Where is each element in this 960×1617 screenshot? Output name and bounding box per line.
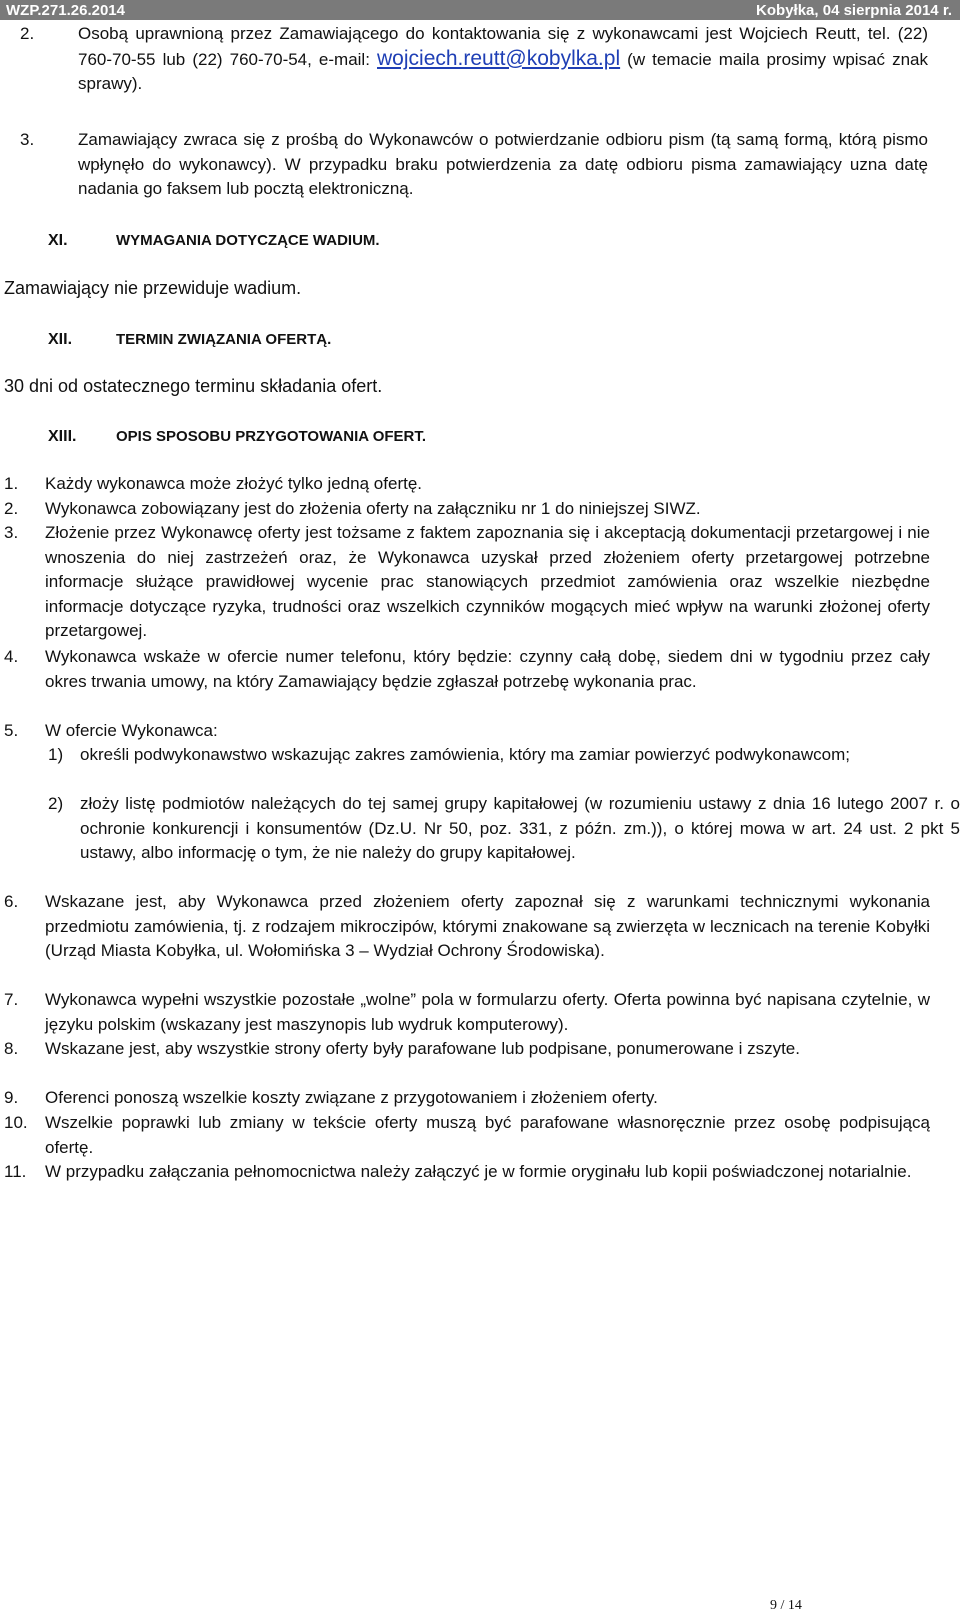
list-item — [4, 645, 930, 694]
list-item — [4, 1111, 930, 1160]
item-number: 1. — [4, 474, 19, 493]
list-item — [4, 719, 930, 744]
section-number: XII. — [48, 331, 73, 348]
email-link[interactable]: wojciech.reutt@kobylka.pl — [377, 46, 621, 70]
item-text: W przypadku załączania pełnomocnictwa należy załączyć je w formie oryginału lub kopii poświadczonej notarialnie. — [45, 1162, 912, 1181]
section-text: 30 dni od ostatecznego terminu składania ofert. — [4, 376, 383, 396]
section-number: XIII. — [48, 428, 77, 445]
item-number: 6. — [4, 892, 19, 911]
item-number: 9. — [4, 1088, 19, 1107]
section-text: Zamawiający nie przewiduje wadium. — [4, 278, 302, 298]
sub-item-number: 1) — [48, 745, 64, 764]
item-text: Wykonawca wypełni wszystkie pozostałe „wolne” pola w formularzu oferty. Oferta powinna być napisana czytelnie, w języku polskim (wskazany jest maszynopis lub wydruk komputerowy). — [45, 990, 930, 1034]
item-number: 8. — [4, 1039, 19, 1058]
sub-item-text: złoży listę podmiotów należących do tej samej grupy kapitałowej (w rozumieniu ustawy z dnia 16 lutego 2007 r. o ochronie konkurencji i konsumentów (Dz.U. Nr 50, poz. 331, z późn. zm.)), o której mowa w art. 24 ust. 2 pkt 5 ustawy, albo informację o tym, że nie należy do grupy kapitałowej. — [80, 794, 960, 862]
item-text: Wskazane jest, aby wszystkie strony oferty były parafowane lub podpisane, ponumerowane i zszyte. — [45, 1039, 800, 1058]
list-item — [4, 890, 930, 964]
list-item — [4, 1037, 930, 1062]
item-text: Zamawiający zwraca się z prośbą do Wykonawców o potwierdzanie odbioru pism (tą samą formą, którą pismo wpłynęło do wykonawcy). W przypadku braku potwierdzenia za datę odbioru pisma zamawiający uzna datę nadania go faksem lub pocztą elektroniczną. — [78, 130, 928, 198]
item-text: Wykonawca zobowiązany jest do złożenia oferty na załączniku nr 1 do niniejszej SIWZ. — [45, 499, 701, 518]
section-title: TERMIN ZWIĄZANIA OFERTĄ. — [116, 331, 332, 348]
section-number: XI. — [48, 232, 68, 249]
list-item — [4, 521, 930, 644]
item-number: 3. — [20, 130, 35, 149]
place-and-date: Kobyłka, 04 sierpnia 2014 r. — [756, 1, 952, 19]
item-number: 11. — [4, 1162, 27, 1181]
item-text: Osobą uprawnioną przez Zamawiającego do kontaktowania się z wykonawcami jest Wojciech Reutt, tel. (22) 760-70-55 lub (22) 760-70-54, e-mail: wojciech.reutt@kobylka.pl (w temacie maila prosimy wpisać znak sprawy). — [78, 24, 928, 93]
item-number: 3. — [4, 523, 19, 542]
item-text: Wskazane jest, aby Wykonawca przed złożeniem oferty zapoznał się z warunkami technicznymi wykonania przedmiotu zamówienia, tj. z rodzajem mikroczipów, którymi znakowane są zwierzęta w lecznicach na terenie Kobyłki (Urząd Miasta Kobyłka, ul. Wołomińska 3 – Wydział Ochrony Środowiska). — [45, 892, 930, 960]
item-text: Wszelkie poprawki lub zmiany w tekście oferty muszą być parafowane własnoręcznie przez osobę podpisującą ofertę. — [45, 1113, 930, 1157]
sub-list-item — [48, 792, 960, 866]
page-number: 9 / 14 — [770, 1598, 802, 1613]
sub-item-text: określi podwykonawstwo wskazując zakres zamówienia, który ma zamiar powierzyć podwykonawcom; — [80, 745, 851, 764]
item-text: W ofercie Wykonawca: — [45, 721, 218, 740]
list-item — [4, 988, 930, 1037]
list-item — [20, 22, 928, 97]
list-item — [4, 1086, 930, 1111]
sub-item-number: 2) — [48, 794, 64, 813]
section-title: WYMAGANIA DOTYCZĄCE WADIUM. — [116, 232, 380, 249]
list-item — [4, 472, 930, 497]
section-heading-xii — [48, 328, 331, 353]
item-number: 2. — [4, 499, 19, 518]
document-reference: WZP.271.26.2014 — [6, 1, 125, 19]
section-heading-xiii — [48, 425, 426, 450]
item-number: 4. — [4, 647, 19, 666]
item-number: 5. — [4, 721, 19, 740]
item-text: Złożenie przez Wykonawcę oferty jest tożsame z faktem zapoznania się i akceptacją dokumentacji przetargowej i nie wnoszenia do niej zastrzeżeń oraz, że Wykonawca uzyskał przed złożeniem oferty przetargowej potrzebne informacje służące prawidłowej wycenie prac stanowiących przedmiot zamówienia oraz wszelkie niezbędne informacje dotyczące ryzyka, trudności oraz wszelkich czynników mogących mieć wpływ na warunki złożonej oferty przetargowej. — [45, 523, 930, 640]
list-item — [20, 128, 928, 202]
section-title: OPIS SPOSOBU PRZYGOTOWANIA OFERT. — [116, 428, 427, 445]
section-heading-xi — [48, 229, 380, 254]
item-number: 7. — [4, 990, 19, 1009]
item-number: 10. — [4, 1113, 28, 1132]
page-header — [0, 0, 960, 20]
item-text: Każdy wykonawca może złożyć tylko jedną ofertę. — [45, 474, 423, 493]
sub-list-item — [48, 743, 960, 768]
list-item — [4, 497, 930, 522]
item-text: Oferenci ponoszą wszelkie koszty związane z przygotowaniem i złożeniem oferty. — [45, 1088, 658, 1107]
list-item — [4, 1160, 930, 1185]
item-number: 2. — [20, 24, 35, 43]
item-text: Wykonawca wskaże w ofercie numer telefonu, który będzie: czynny całą dobę, siedem dni w tygodniu przez cały okres trwania umowy, na który Zamawiający będzie zgłaszał potrzebę wykonania prac. — [45, 647, 930, 691]
